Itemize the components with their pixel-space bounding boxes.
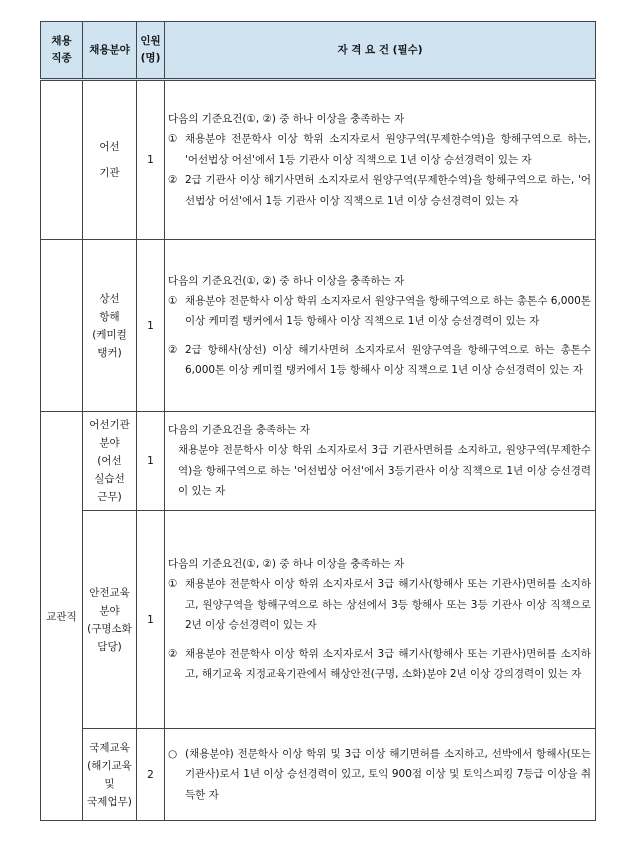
requirement-item: ② 2급 항해사(상선) 이상 해기사면허 소지자로서 원양구역을 항해구역으로 하는 총톤수 6,000톤 이상 케미컬 탱커에서 1등 항해사 이상 직책으로 1년 이상 승선경력이 있는 자 <box>168 343 591 376</box>
field-cell: 어선 기관 <box>83 80 137 240</box>
table-row <box>41 412 596 511</box>
headcount-cell: 1 <box>137 80 165 240</box>
field-cell: 상선 항해 (케미컬 탱커) <box>83 240 137 412</box>
qualification-table <box>40 21 596 821</box>
requirement-item: ② 채용분야 전문학사 이상 학위 소지자로서 3급 해기사(항해사 또는 기관사)면허를 소지하고, 해기교육 지정교육기관에서 해상안전(구명, 소화)분야 2년 이상 강의경력이 있는 자 <box>168 647 591 681</box>
job-category-empty <box>41 240 83 412</box>
job-category-cell: 교관직 <box>41 412 83 821</box>
requirement-item: ① 채용분야 전문학사 이상 학위 소지자로서 원양구역을 항해구역으로 하는 총톤수 6,000톤 이상 케미컬 탱커에서 1등 항해사 이상 직책으로 1년 이상 승선경력이 있는 자 <box>168 294 591 327</box>
requirement-item: ○ (채용분야) 전문학사 이상 학위 및 3급 이상 해기면허를 소지하고, 선박에서 항해사(또는 기관사)로서 1년 이상 승선경력이 있고, 토익 900점 이상 및 토익스피킹 7등급 이상을 취득한 자 <box>168 747 591 801</box>
requirement-intro: 다음의 기준요건(①, ②) 중 하나 이상을 충족하는 자 <box>168 274 405 287</box>
requirement-item: ① 채용분야 전문학사 이상 학위 소지자로서 3급 해기사(항해사 또는 기관사)면허를 소지하고, 원양구역을 항해구역으로 하는 상선에서 3등 항해사 또는 3등 기관사 이상 직책으로 2년 이상 승선경력이 있는 자 <box>168 578 591 632</box>
header-field: 채용분야 <box>83 22 137 80</box>
requirement-item: 채용분야 전문학사 이상 학위 소지자로서 3급 기관사면허를 소지하고, 원양구역(무제한수역)을 항해구역으로 하는 '어선법상 어선'에서 3등기관사 이상 직책으로 1년 이상 승선경력이 있는 자 <box>178 444 591 498</box>
headcount-cell: 1 <box>137 412 165 511</box>
header-headcount: 인원 (명) <box>137 22 165 80</box>
requirement-intro: 다음의 기준요건을 충족하는 자 <box>168 424 310 437</box>
requirements-cell <box>165 80 596 240</box>
table-row <box>41 729 596 821</box>
requirements-cell <box>165 511 596 729</box>
requirement-item: ② 2급 기관사 이상 해기사면허 소지자로서 원양구역(무제한수역)을 항해구역으로 하는, '어선법상 어선'에서 1등 기관사 이상 직책으로 1년 이상 승선경력이 있는 자 <box>168 174 591 207</box>
requirement-intro: 다음의 기준요건(①, ②) 중 하나 이상을 충족하는 자 <box>168 558 405 571</box>
headcount-cell: 1 <box>137 240 165 412</box>
requirements-cell <box>165 412 596 511</box>
requirements-cell <box>165 240 596 412</box>
requirement-item: ① 채용분야 전문학사 이상 학위 소지자로서 원양구역(무제한수역)을 항해구역으로 하는, '어선법상 어선'에서 1등 기관사 이상 직책으로 1년 이상 승선경력이 있는 자 <box>168 133 591 166</box>
table-row <box>41 240 596 412</box>
headcount-cell: 1 <box>137 511 165 729</box>
header-row <box>41 22 596 80</box>
table-row <box>41 511 596 729</box>
requirement-intro: 다음의 기준요건(①, ②) 중 하나 이상을 충족하는 자 <box>168 113 405 125</box>
field-cell: 안전교육 분야 (구명소화 담당) <box>83 511 137 729</box>
headcount-cell: 2 <box>137 729 165 821</box>
table-row <box>41 80 596 240</box>
header-requirements: 자 격 요 건 (필수) <box>165 22 596 80</box>
field-cell: 어선기관 분야 (어선 실습선 근무) <box>83 412 137 511</box>
requirements-cell <box>165 729 596 821</box>
header-job-category: 채용 직종 <box>41 22 83 80</box>
field-cell: 국제교육 (해기교육 및 국제업무) <box>83 729 137 821</box>
job-category-empty <box>41 80 83 240</box>
